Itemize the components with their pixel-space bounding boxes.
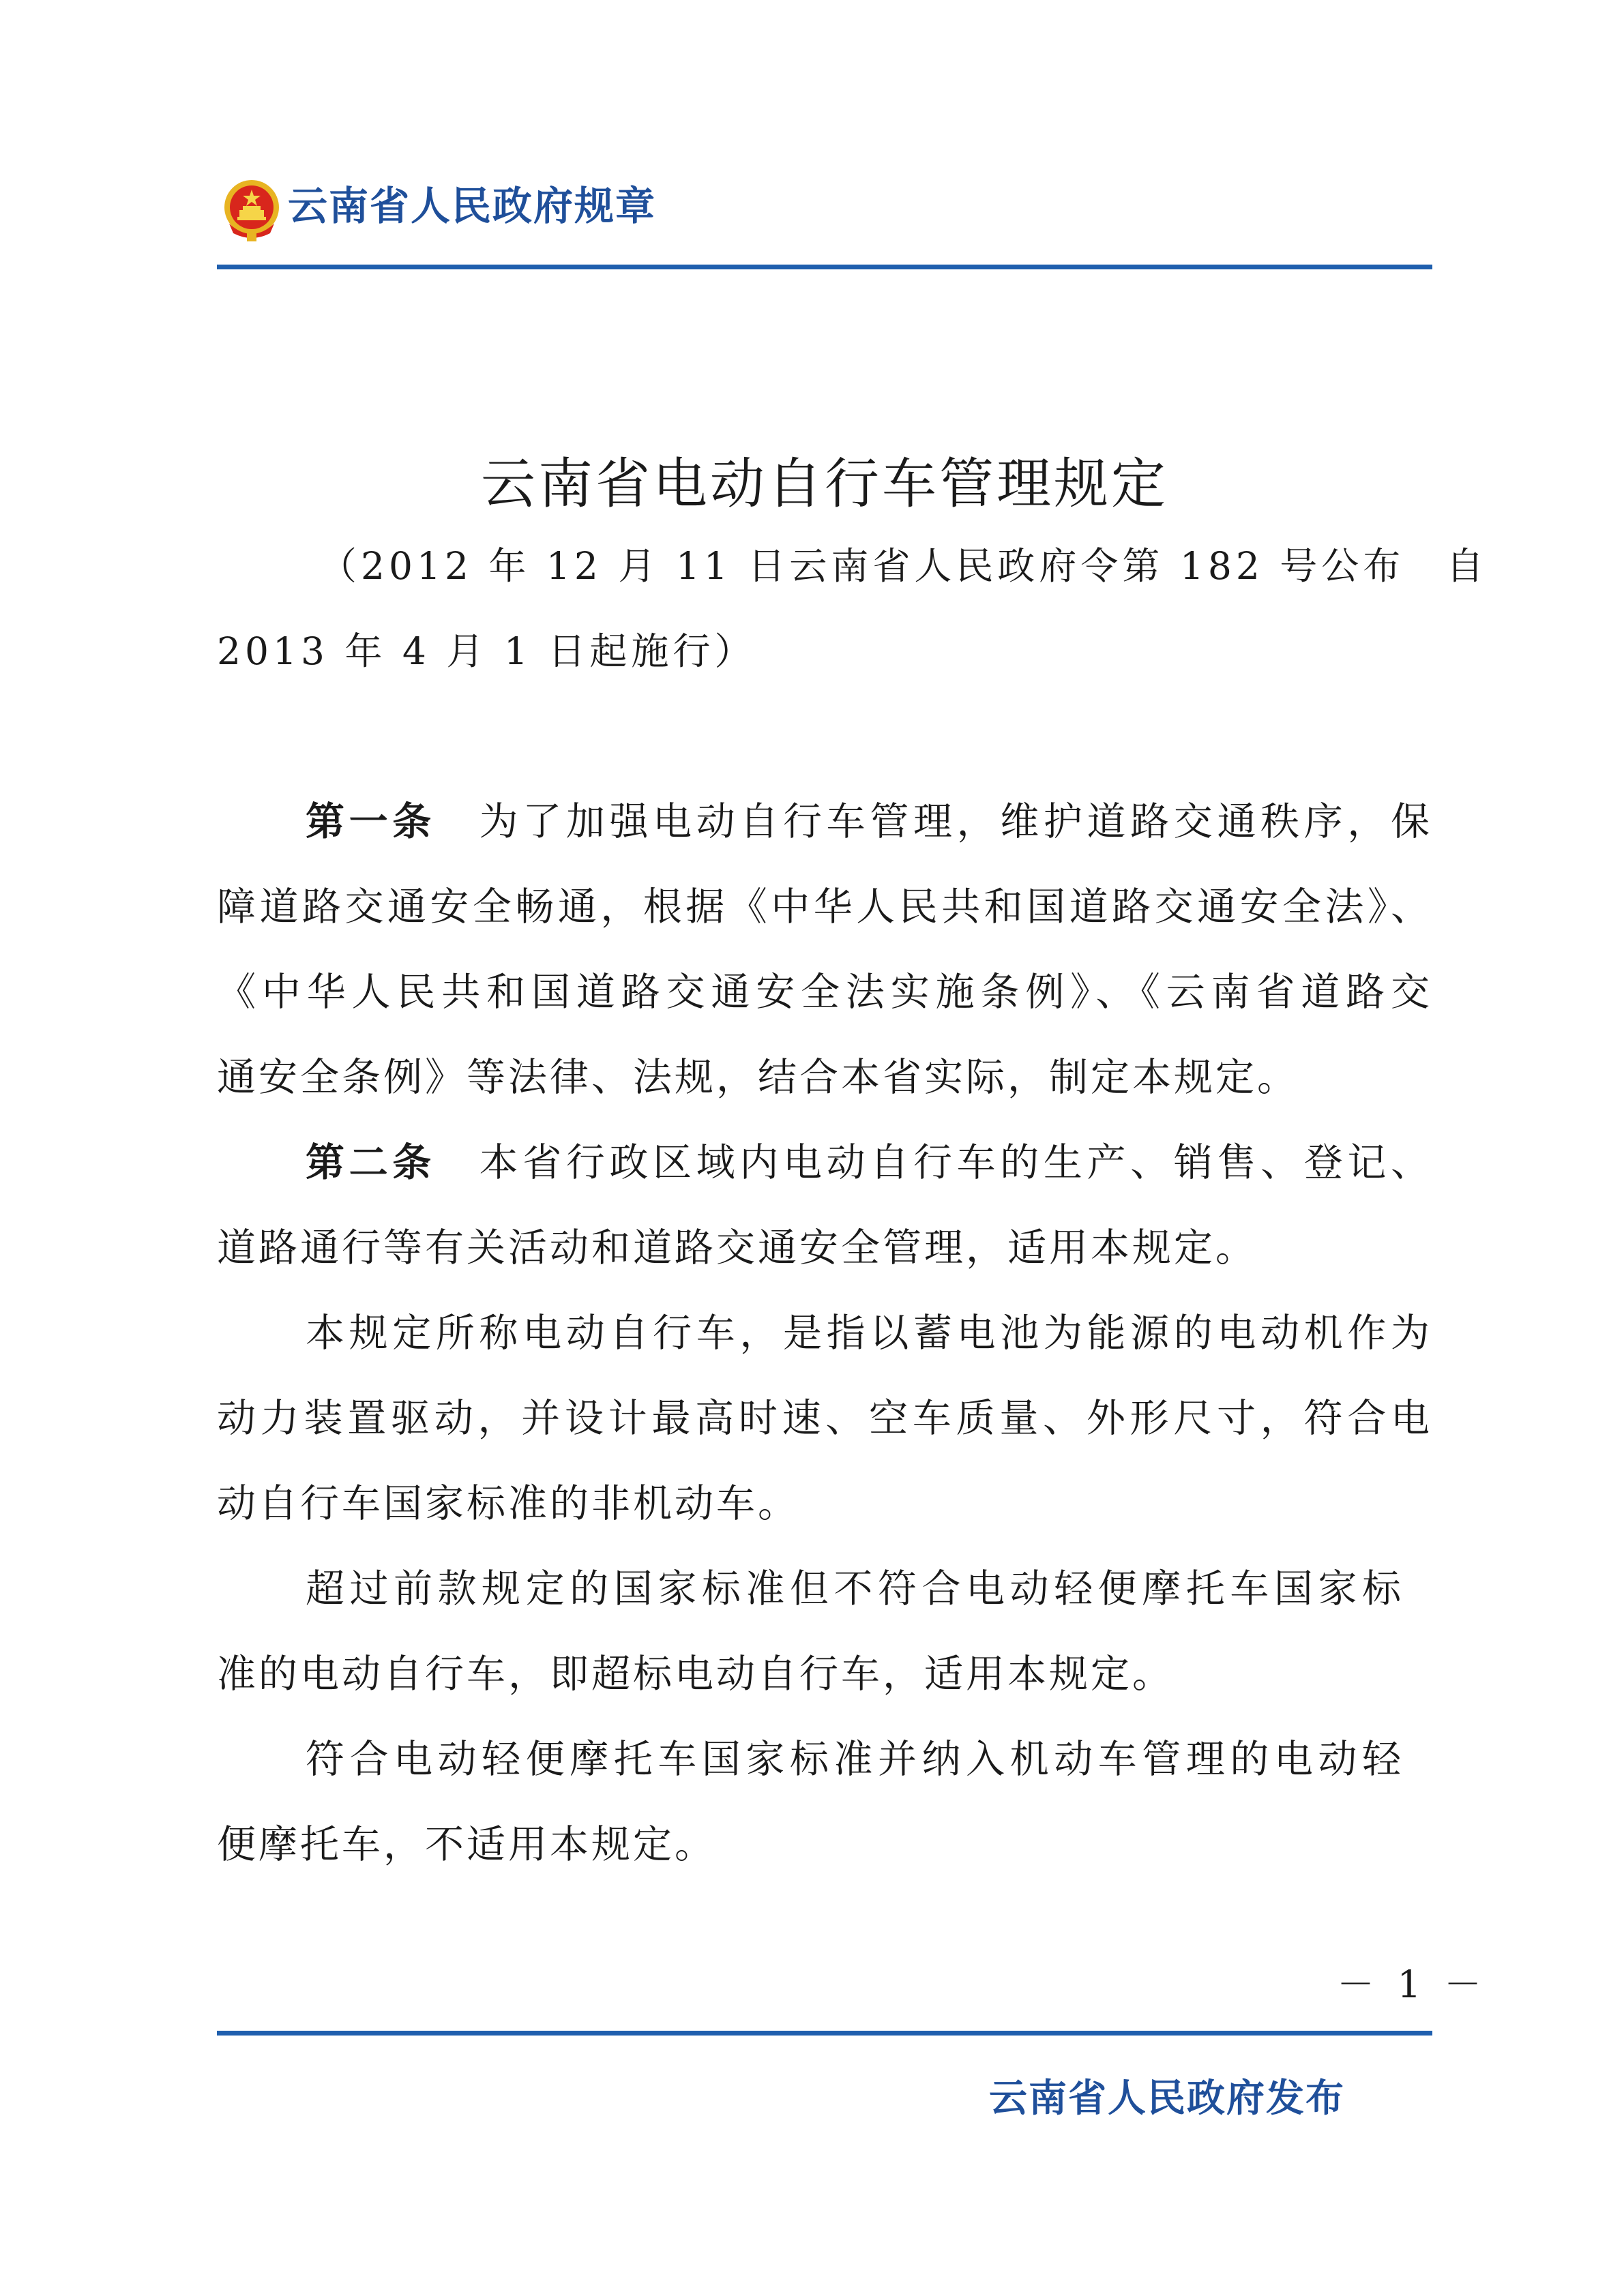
header-divider: [217, 265, 1432, 269]
paragraph-3-line-1: 符合电动轻便摩托车国家标准并纳入机动车管理的电动轻: [306, 1737, 1404, 1782]
national-emblem-icon: [221, 176, 282, 244]
paragraph-1-line-3: 动自行车国家标准的非机动车。: [217, 1481, 799, 1526]
paragraph-3-line-2: 便摩托车，不适用本规定。: [217, 1822, 716, 1867]
article-2-line-1: [217, 1135, 1432, 1190]
document-meta-line-1: （2012 年 12 月 11 日云南省人民政府令第 182 号公布 自: [319, 544, 1488, 588]
article-text: 本省行政区域内电动自行车的生产、销售、登记、: [479, 1140, 1433, 1185]
article-1-line-2: 障道路交通安全畅通，根据《中华人民共和国道路交通安全法》、: [217, 884, 1432, 929]
article-2-line-2: 道路通行等有关活动和道路交通安全管理，适用本规定。: [217, 1225, 1257, 1270]
page-header: [217, 164, 1432, 273]
article-text: 为了加强电动自行车管理，维护道路交通秩序，保: [479, 799, 1433, 844]
footer-divider: [217, 2031, 1432, 2036]
header-title: 云南省人民政府规章: [288, 183, 657, 229]
footer-publisher: 云南省人民政府发布: [989, 2076, 1345, 2121]
page-number: － 1 －: [1337, 1963, 1487, 2006]
document-meta-line-2: 2013 年 4 月 1 日起施行）: [217, 629, 756, 673]
paragraph-1-line-2: 动力装置驱动，并设计最高时速、空车质量、外形尺寸，符合电: [217, 1396, 1432, 1441]
paragraph-2-line-1: 超过前款规定的国家标准但不符合电动轻便摩托车国家标: [306, 1566, 1404, 1611]
article-1-line-3: 《中华人民共和国道路交通安全法实施条例》、《云南省道路交: [217, 970, 1432, 1015]
paragraph-1-line-1: 本规定所称电动自行车，是指以蓄电池为能源的电动机作为: [306, 1311, 1432, 1356]
article-label: 第二条: [306, 1140, 436, 1185]
article-1-line-4: 通安全条例》等法律、法规，结合本省实际，制定本规定。: [217, 1055, 1299, 1100]
article-1-line-1: [217, 794, 1432, 849]
document-title: 云南省电动自行车管理规定: [481, 452, 1168, 516]
paragraph-2-line-2: 准的电动自行车，即超标电动自行车，适用本规定。: [217, 1652, 1174, 1697]
article-label: 第一条: [306, 799, 436, 844]
